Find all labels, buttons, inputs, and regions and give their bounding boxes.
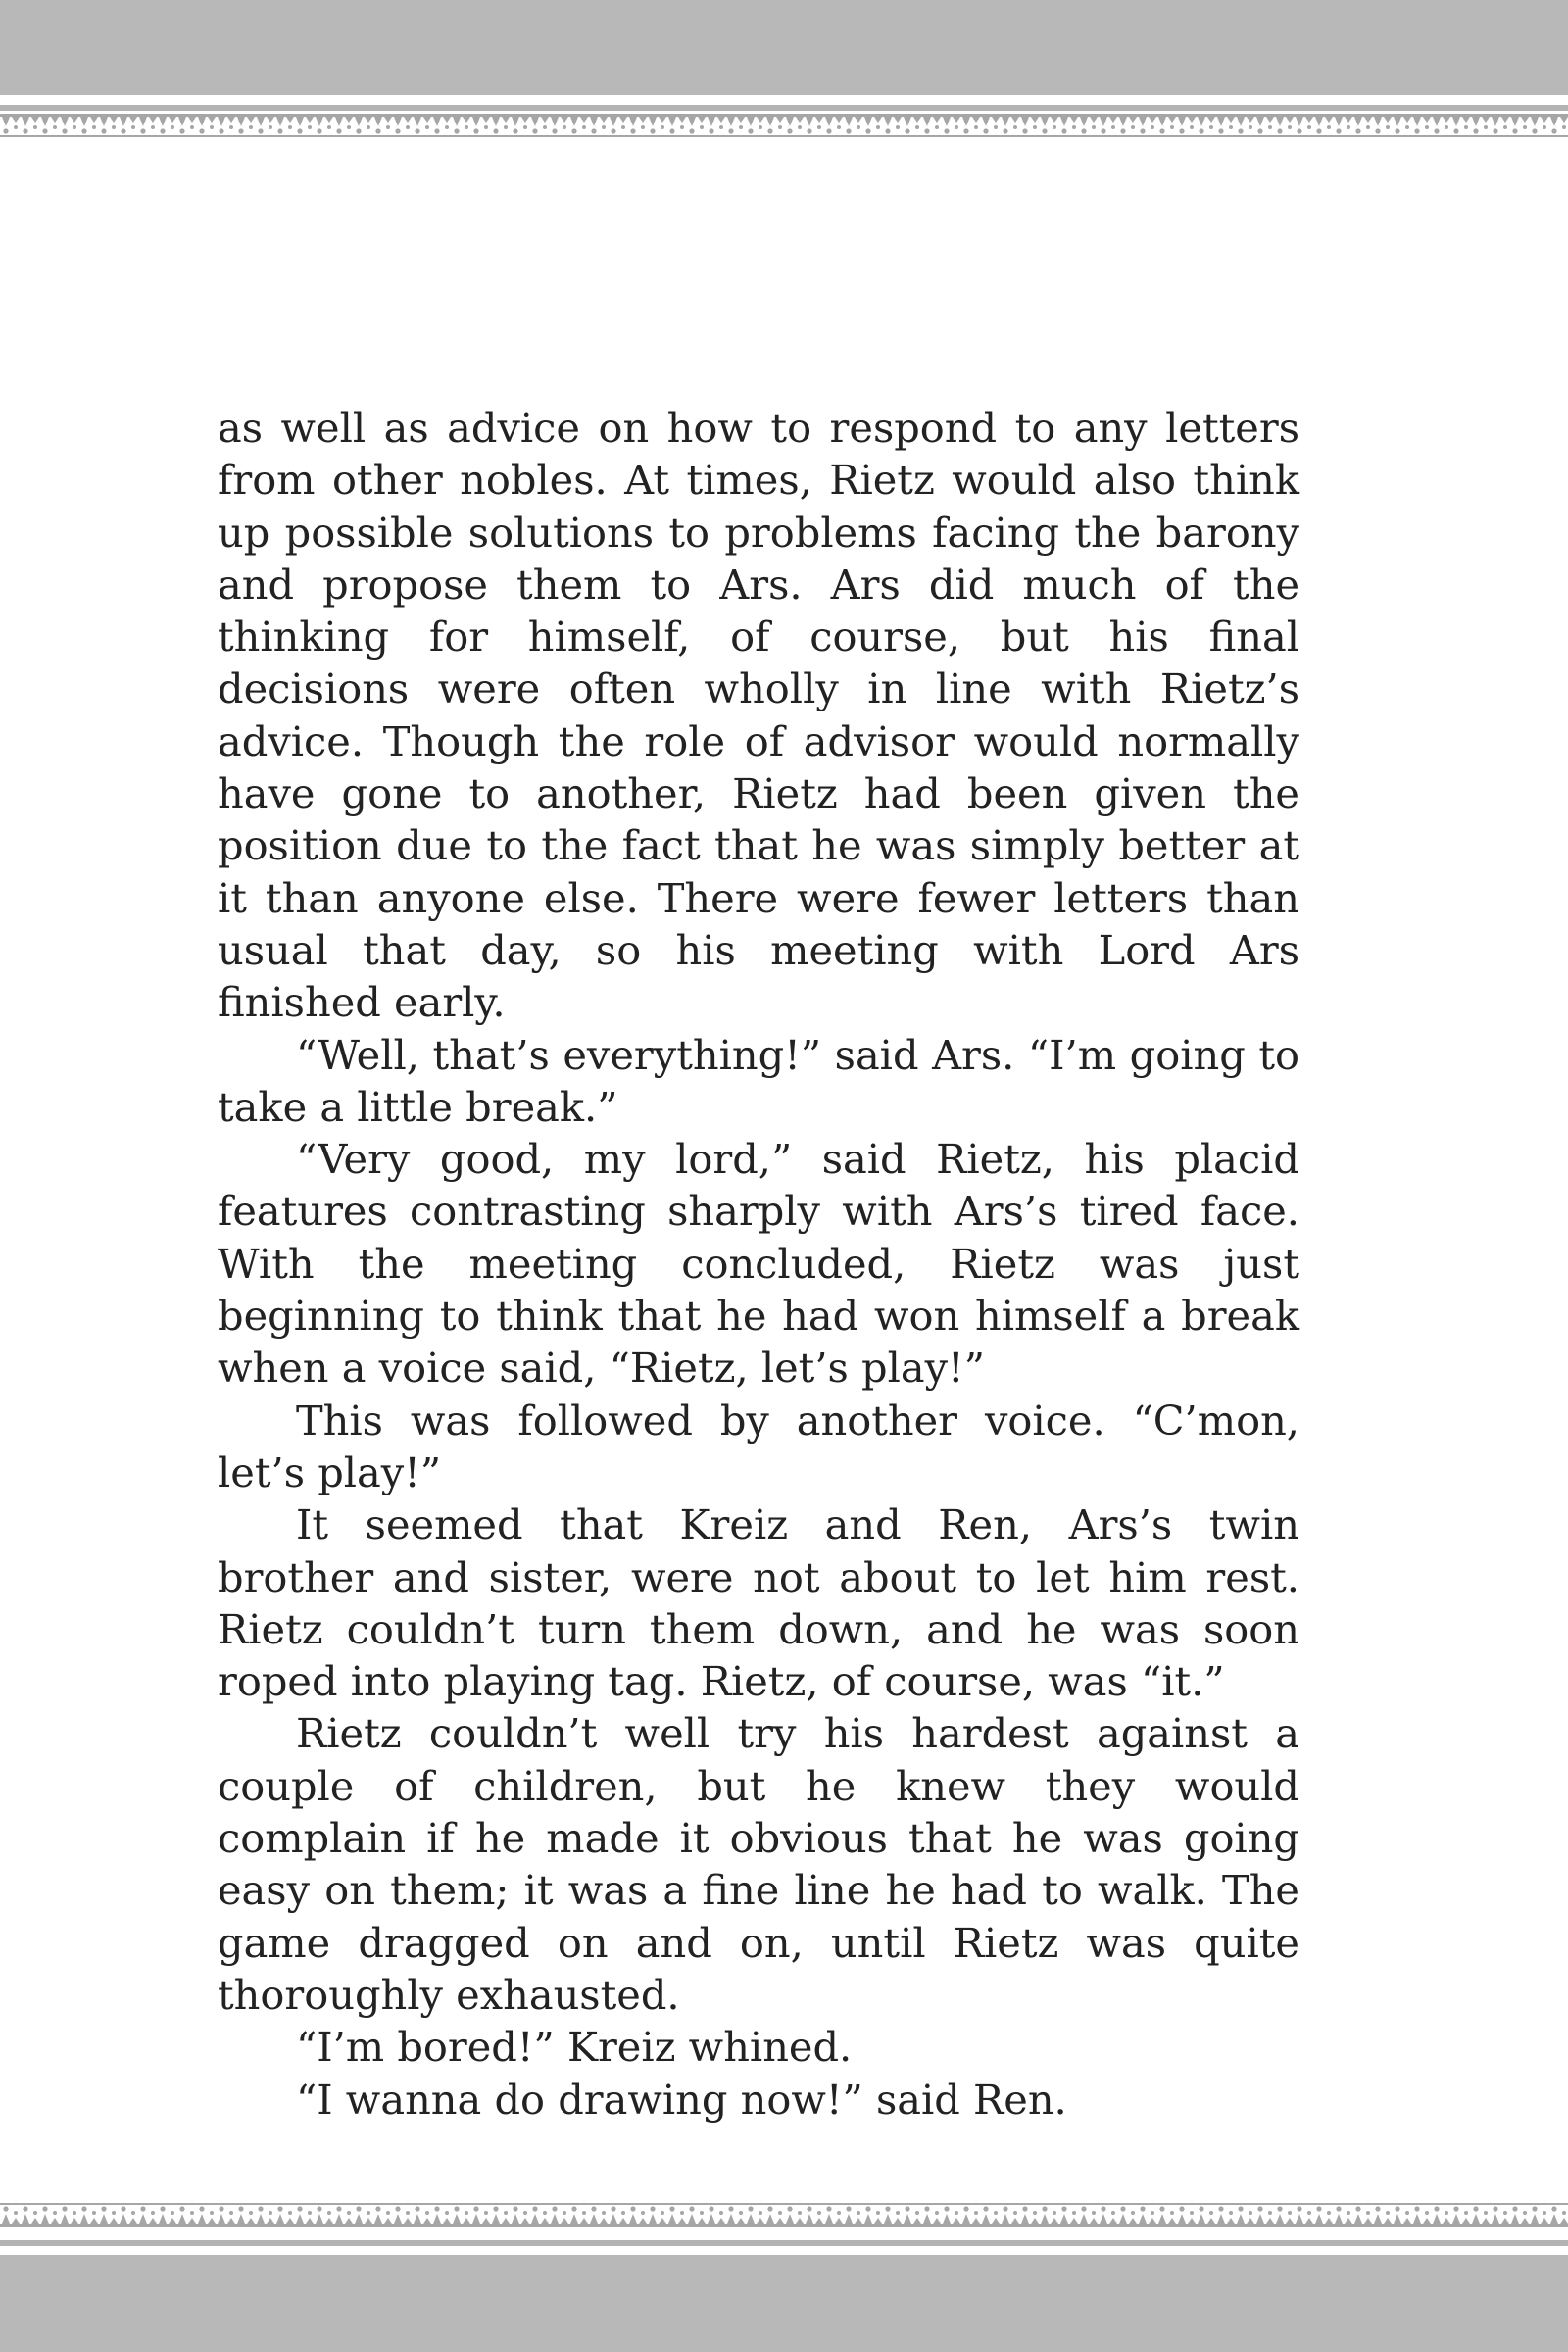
top-ornament-border [0, 112, 1568, 141]
paragraph: “I’m bored!” Kreiz whined. [296, 2023, 853, 2072]
bottom-border-band [0, 2255, 1568, 2352]
page-body-text [218, 402, 1299, 2126]
ornament-pattern-bottom [0, 2199, 1568, 2229]
paragraph: “Well, that’s everything!” said Ars. “I’m going to take a little break.” [218, 1030, 1299, 1131]
paragraph: “Very good, my lord,” said Rietz, his placid features contrasting sharply with Ars’s tired face. With the meeting concluded, Rietz was just beginning to think that he had won himself a break when a voice said, “Rietz, let’s play!” [218, 1135, 1299, 1393]
top-rule [0, 105, 1568, 111]
paragraph: This was followed by another voice. “C’mon, let’s play!” [218, 1396, 1299, 1496]
paragraph: “I wanna do drawing now!” said Ren. [296, 2075, 1067, 2124]
ornament-pattern-top [0, 112, 1568, 141]
bottom-ornament-border [0, 2199, 1568, 2229]
paragraph: as well as advice on how to respond to any letters from other nobles. At times, Rietz would also think up possible solutions to problems facing the barony and propose them to Ars. Ars did much of the thinking for himself, of course, but his final decisions were often wholly in line with Rietz’s advice. Though the role of advisor would normally have gone to another, Rietz had been given the position due to the fact that he was simply better at it than anyone else. There were fewer letters than usual that day, so his meeting with Lord Ars finished early. [218, 404, 1299, 1027]
top-border-band [0, 0, 1568, 95]
paragraph: Rietz couldn’t well try his hardest against a couple of children, but he knew they would complain if he made it obvious that he was going easy on them; it was a fine line he had to walk. The game dragged on and on, until Rietz was quite thoroughly exhausted. [218, 1709, 1299, 2019]
bottom-rule [0, 2240, 1568, 2246]
paragraph: It seemed that Kreiz and Ren, Ars’s twin brother and sister, were not about to let him rest. Rietz couldn’t turn them down, and he was soon roped into playing tag. Rietz, of course, was “it.” [218, 1500, 1299, 1706]
